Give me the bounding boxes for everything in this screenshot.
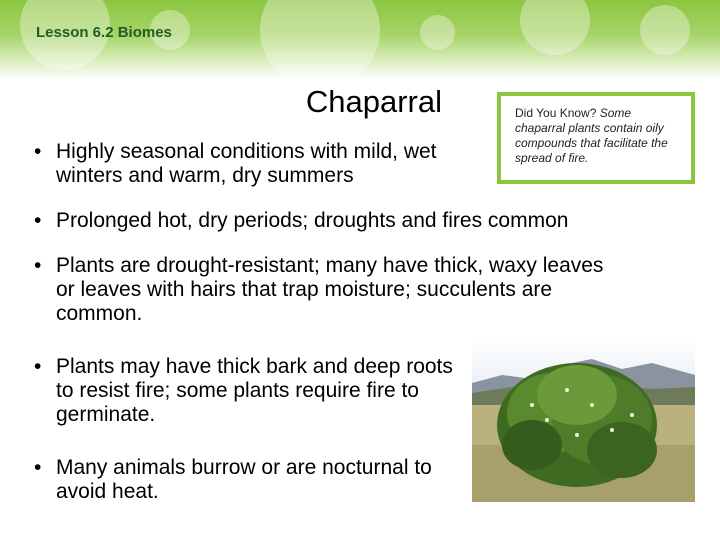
bullet-text: Many animals burrow or are nocturnal to avoid heat. [56, 456, 432, 503]
slide-title: Chaparral [305, 84, 442, 119]
bullet-marker: • [34, 355, 42, 378]
decorative-bubble [640, 5, 690, 55]
bullet-text: Highly seasonal conditions with mild, wet winters and warm, dry summers [56, 140, 437, 187]
bullet-text: Plants may have thick bark and deep roots to resist fire; some plants require fire to germinate. [56, 355, 453, 426]
bullet-text: Plants are drought-resistant; many have thick, waxy leaves or leaves with hairs that trap moisture; succulents are common. [56, 254, 604, 325]
did-you-know-content [501, 96, 691, 180]
did-you-know-heading: Did You Know? [515, 106, 597, 120]
bullet-marker: • [34, 140, 42, 163]
did-you-know-box [497, 92, 695, 184]
bullet-marker: • [34, 456, 42, 479]
decorative-bubble [260, 0, 380, 80]
bullet-item [34, 355, 464, 427]
chaparral-shrub-illustration [472, 335, 695, 502]
lesson-label: Lesson 6.2 Biomes [36, 24, 172, 41]
bullet-item [34, 456, 464, 504]
bullet-item [34, 254, 624, 326]
bullet-marker: • [34, 254, 42, 277]
bullet-text: Prolonged hot, dry periods; droughts and fires common [56, 209, 569, 232]
did-you-know-body: Some chaparral plants contain oily compounds that facilitate the spread of fire. [515, 106, 668, 165]
decorative-bubble [420, 15, 455, 50]
bullet-item [34, 140, 464, 188]
decorative-bubble [520, 0, 590, 55]
bullet-marker: • [34, 209, 42, 232]
chaparral-photo [472, 335, 695, 502]
bullet-item [34, 209, 704, 233]
